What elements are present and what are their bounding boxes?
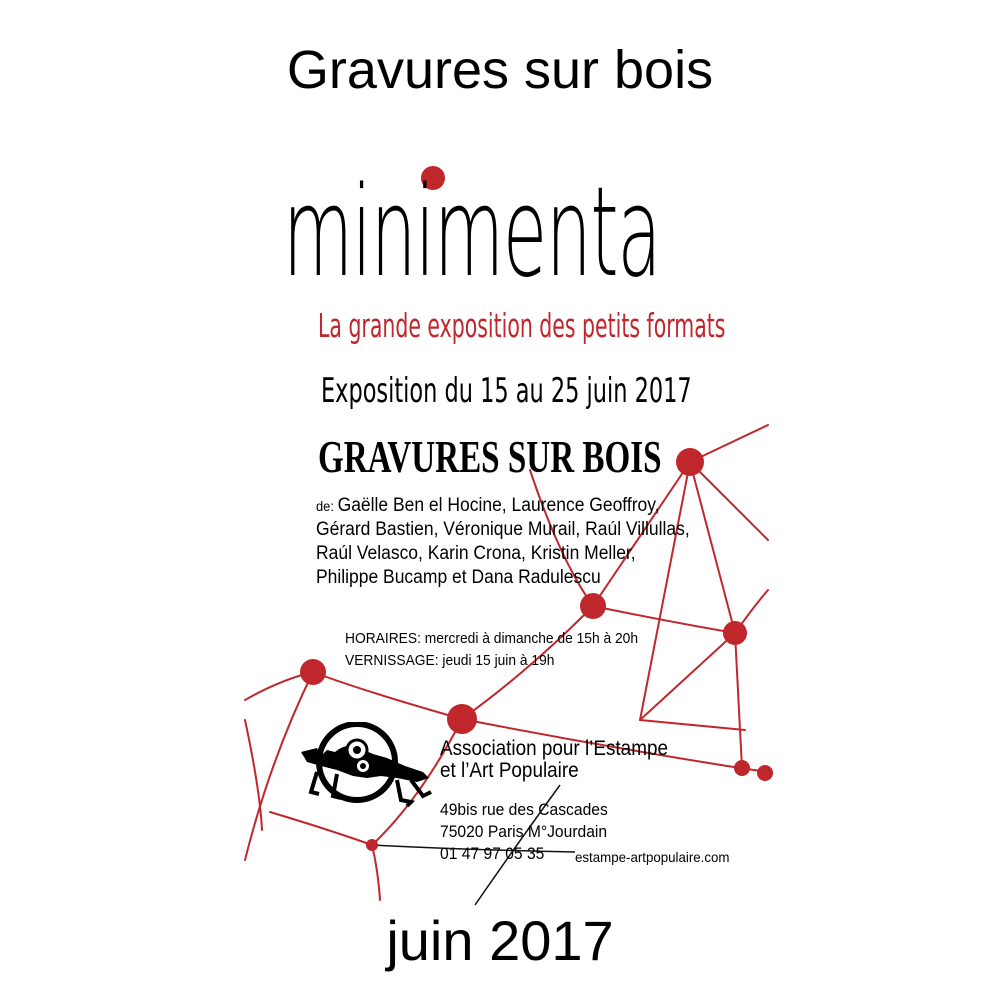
artists-line: Gérard Bastien, Véronique Murail, Raúl Villullas, <box>316 519 690 540</box>
network-node <box>757 765 773 781</box>
network-node <box>734 760 750 776</box>
network-line <box>270 812 372 845</box>
poster-heading: GRAVURES SUR BOIS <box>318 431 662 482</box>
vernissage-text: VERNISSAGE: jeudi 15 juin à 19h <box>345 652 555 669</box>
network-node <box>300 659 326 685</box>
network-line <box>372 845 380 900</box>
footer-date: juin 2017 <box>386 909 614 972</box>
address-line: 49bis rue des Cascades <box>440 800 608 819</box>
network-line <box>313 672 462 719</box>
network-node <box>447 704 477 734</box>
network-line <box>245 720 262 830</box>
association-name <box>440 738 668 782</box>
association-logo-icon <box>297 722 437 812</box>
schedule <box>345 628 638 672</box>
artists-line: Raúl Velasco, Karin Crona, Kristin Meller, <box>316 543 636 564</box>
minimenta-logo-text: minimenta <box>283 161 661 305</box>
network-line <box>690 462 768 540</box>
artists-line-text: Gaëlle Ben el Hocine, Laurence Geoffroy, <box>337 495 660 516</box>
exhibition-dates: Exposition du 15 au 25 juin 2017 <box>321 371 692 411</box>
association-line: Association pour l’Estampe <box>440 737 668 760</box>
network-node <box>366 839 378 851</box>
phone-number: 01 47 97 05 35 <box>440 844 545 863</box>
artists-line <box>316 494 690 518</box>
website-text: estampe-artpopulaire.com <box>575 849 730 865</box>
network-line <box>735 633 742 768</box>
network-node <box>580 593 606 619</box>
hours-text: HORAIRES: mercredi à dimanche de 15h à 20h <box>345 630 639 647</box>
network-line <box>640 720 745 730</box>
artists-list <box>316 494 690 590</box>
artists-prefix: de: <box>316 498 334 514</box>
network-node <box>676 448 704 476</box>
network-line <box>690 462 735 633</box>
network-node <box>723 621 747 645</box>
address-line: 75020 Paris M°Jourdain <box>440 822 608 841</box>
tagline: La grande exposition des petits formats <box>318 306 726 345</box>
page-title: Gravures sur bois <box>286 40 714 100</box>
association-line: et l’Art Populaire <box>440 759 579 782</box>
artists-line: Philippe Bucamp et Dana Radulescu <box>316 567 601 588</box>
